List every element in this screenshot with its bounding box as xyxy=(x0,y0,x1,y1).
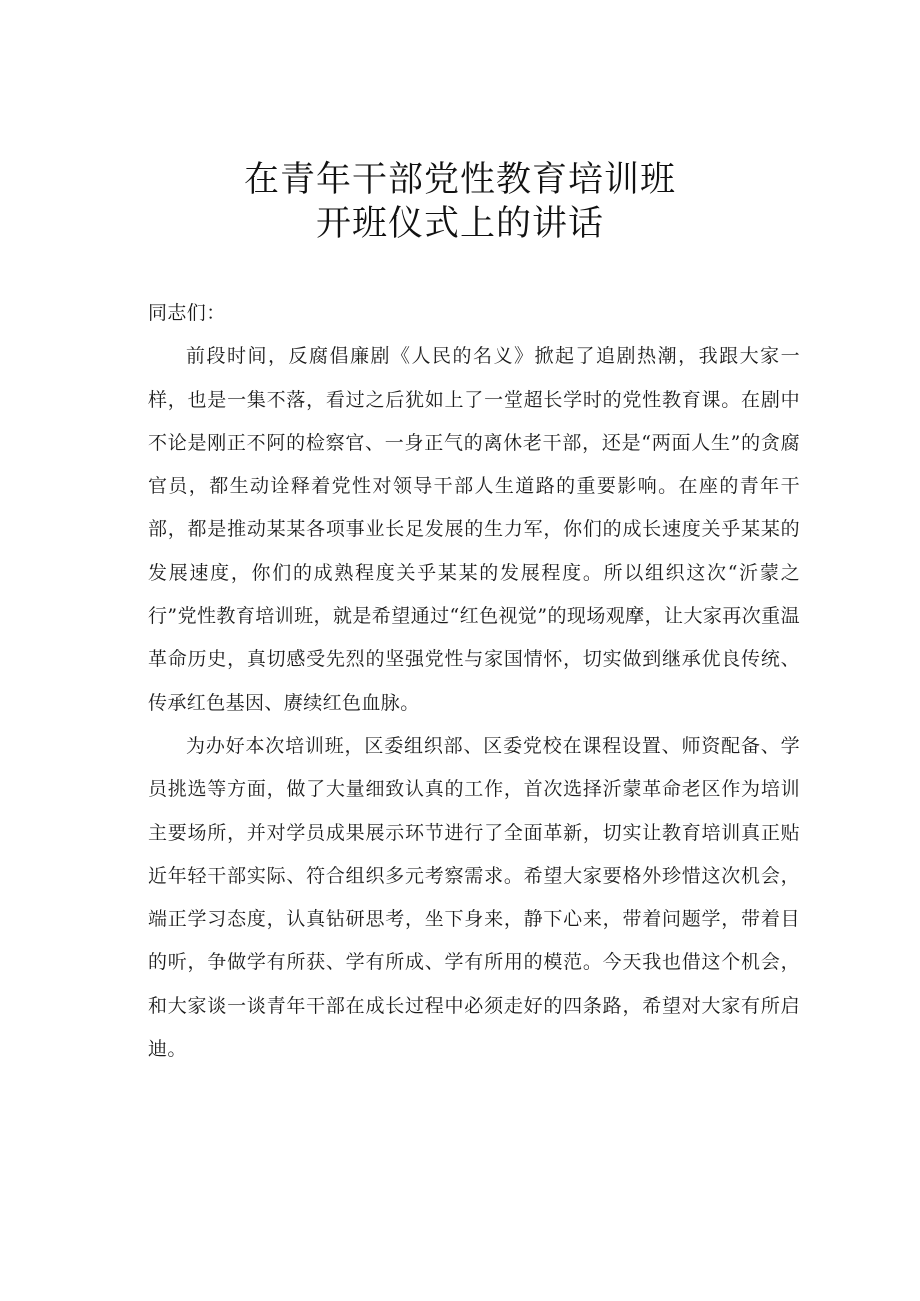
paragraph-1: 前段时间，反腐倡廉剧《人民的名义》掀起了追剧热潮，我跟大家一样，也是一集不落，看过之后犹如上了一堂超长学时的党性教育课。在剧中不论是刚正不阿的检察官、一身正气的离休老干部，还是“两面人生”的贪腐官员，都生动诠释着党性对领导干部人生道路的重要影响。在座的青年干部，都是推动某某各项事业长足发展的生力军，你们的成长速度关乎某某的发展速度，你们的成熟程度关乎某某的发展程度。所以组织这次“沂蒙之行”党性教育培训班，就是希望通过“红色视觉”的现场观摩，让大家再次重温革命历史，真切感受先烈的坚强党性与家国情怀，切实做到继承优良传统、传承红色基因、赓续红色血脉。 xyxy=(148,345,800,714)
paragraph-2: 为办好本次培训班，区委组织部、区委党校在课程设置、师资配备、学员挑选等方面，做了大量细致认真的工作，首次选择沂蒙革命老区作为培训主要场所，并对学员成果展示环节进行了全面革新，切实让教育培训真正贴近年轻干部实际、符合组织多元考察需求。希望大家要格外珍惜这次机会，端正学习态度，认真钻研思考，坐下身来，静下心来，带着问题学，带着目的听，争做学有所获、学有所成、学有所用的模范。今天我也借这个机会，和大家谈一谈青年干部在成长过程中必须走好的四条路，希望对大家有所启迪。 xyxy=(148,734,800,1061)
title-line-1: 在青年干部党性教育培训班 xyxy=(243,160,676,200)
title-line-2: 开班仪式上的讲话 xyxy=(315,204,604,244)
document-body xyxy=(148,292,800,1071)
salutation: 同志们： xyxy=(148,302,226,324)
document-title xyxy=(0,158,920,246)
